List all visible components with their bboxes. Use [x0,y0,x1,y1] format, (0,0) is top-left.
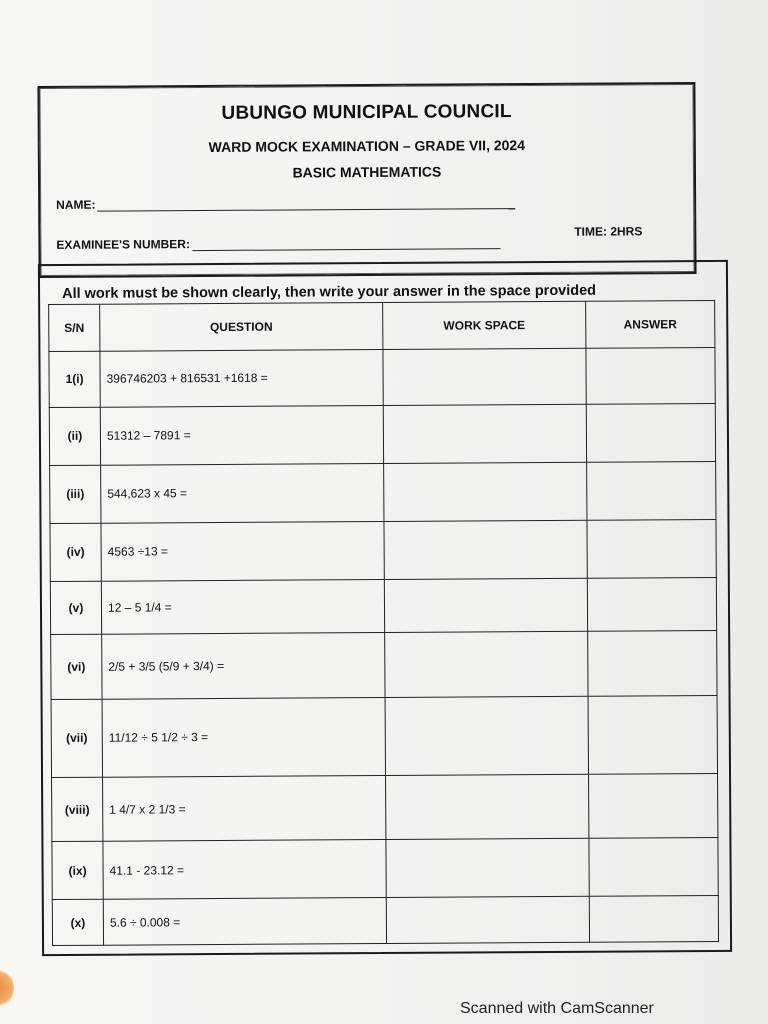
exam-header [37,82,696,278]
ink-blot [0,968,14,1008]
question-text: 4563 ÷13 = [101,521,384,581]
question-table [48,300,719,946]
work-space-cell[interactable] [385,696,588,776]
answer-cell[interactable] [589,838,718,897]
table-row [50,577,716,635]
work-space-cell[interactable] [385,632,588,697]
answer-cell[interactable] [588,631,717,696]
question-number: (vii) [51,699,102,778]
subject-title: BASIC MATHEMATICS [292,163,442,181]
work-space-cell[interactable] [386,839,589,898]
header-question: QUESTION [100,303,383,352]
name-line [98,208,516,212]
answer-cell[interactable] [589,896,718,942]
answer-cell[interactable] [586,347,715,404]
question-number: (v) [50,581,101,635]
header-work-space: WORK SPACE [383,301,586,349]
question-number: (viii) [52,778,103,842]
table-row [52,838,718,900]
question-text: 544,623 x 45 = [101,463,384,523]
work-space-cell[interactable] [386,775,589,840]
question-number: 1(i) [49,351,100,407]
question-text: 51312 – 7891 = [100,405,383,465]
council-title: UBUNGO MUNICIPAL COUNCIL [221,101,512,124]
table-row [50,519,716,581]
answer-cell[interactable] [588,695,717,774]
table-row [52,774,718,842]
table-row [51,631,717,699]
scanner-watermark: Scanned with CamScanner [460,1000,654,1017]
answer-cell[interactable] [586,403,715,462]
work-space-cell[interactable] [384,520,587,579]
question-number: (ii) [49,407,100,465]
table-row [50,461,716,523]
table-row [49,403,715,465]
table-row [49,347,715,407]
name-label: NAME: [56,197,96,212]
name-field [56,195,515,212]
examinee-number-line [192,248,500,251]
question-text: 1 4/7 x 2 1/3 = [103,776,386,842]
work-space-cell[interactable] [386,897,589,944]
question-number: (iii) [50,465,101,523]
header-answer: ANSWER [586,300,715,348]
question-number: (vi) [51,635,102,699]
table-row [52,896,718,946]
exam-title: WARD MOCK EXAMINATION – GRADE VII, 2024 [208,137,526,155]
work-space-cell[interactable] [384,462,587,521]
question-number: (x) [52,900,103,946]
time-allowed: TIME: 2HRS [574,224,643,239]
work-space-cell[interactable] [384,578,587,633]
instruction-text: All work must be shown clearly, then write your answer in the space provided [62,282,597,302]
examinee-number-field [56,235,500,252]
question-number: (ix) [52,842,103,900]
question-text: 12 – 5 1/4 = [101,579,384,635]
work-space-cell[interactable] [383,348,586,405]
question-text: 2/5 + 3/5 (5/9 + 3/4) = [102,633,385,699]
question-text: 396746203 + 816531 +1618 = [100,350,383,408]
question-text: 11/12 ÷ 5 1/2 ÷ 3 = [102,697,385,777]
answer-cell[interactable] [587,461,716,520]
answer-cell[interactable] [589,774,718,839]
answer-cell[interactable] [587,577,716,632]
question-text: 5.6 ÷ 0.008 = [103,898,386,945]
question-text: 41.1 - 23.12 = [103,840,386,900]
table-row [51,695,717,778]
table-header-row [49,300,715,351]
exam-section [38,260,732,956]
header-sn: S/N [49,304,100,351]
question-number: (iv) [50,523,101,581]
work-space-cell[interactable] [383,404,586,463]
examinee-number-label: EXAMINEE'S NUMBER: [56,237,190,252]
answer-cell[interactable] [587,519,716,578]
